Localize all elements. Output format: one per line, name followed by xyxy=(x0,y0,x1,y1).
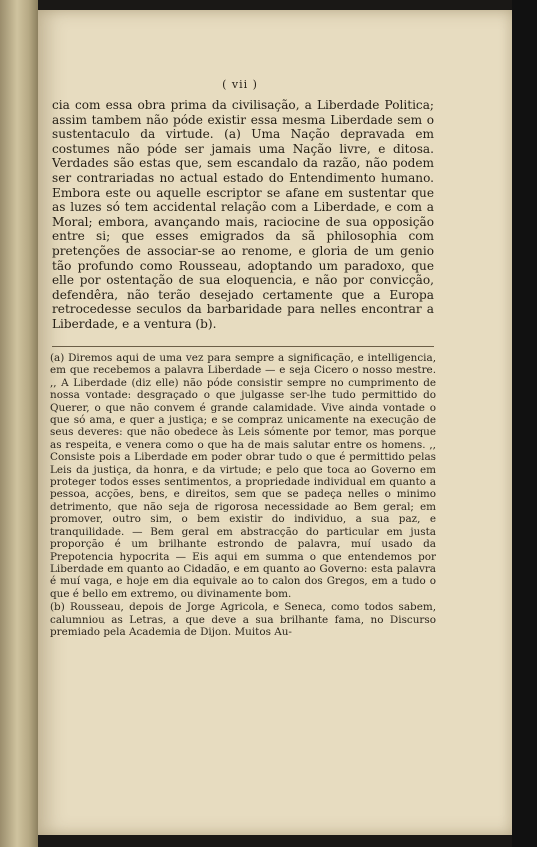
page-number: ( vii ) xyxy=(222,78,258,91)
footnote-b: (b) Rousseau, depois de Jorge Agricola, e Seneca, como todos sabem, calumniou as Letras, a que deve a sua brilhante fama, no Discurso premiado pela Academia de Dijon. Muitos Au- xyxy=(50,601,436,638)
footnote-divider xyxy=(52,346,434,347)
main-paragraph: cia com essa obra prima da civilisação, a Liberdade Politica; assim tambem não póde existir essa mesma Liberdade sem o sustentaculo da virtude. (a) Uma Nação depravada em costumes não póde ser jamais uma Nação livre, e ditosa. Verdades são estas que, sem escandalo da razão, não podem ser contrariadas no actual estado do Entendimento humano. Embora este ou aquelle escriptor se afane em sustentar que as luzes só tem accidental relação com a Liberdade, e com a Moral; embora, avançando mais, raciocine de sua opposição entre si; que esses emigrados da sã philosophia com pretenções de associar-se ao renome, e gloria de um genio tão profundo como Rousseau, adoptando um paradoxo, que elle por ostentação de sua eloquencia, e não por convicção, defendêra, não terão desejado certamente que a Europa retrocedesse seculos da barbaridade para nelles encontrar a Liberdade, e a ventura (b). xyxy=(52,98,434,331)
scan-edge xyxy=(512,0,537,847)
footnote-a: (a) Diremos aqui de uma vez para sempre a significação, e intelligencia, em que recebemos a palavra Liberdade — e seja Cicero o nosso mestre. ,, A Liberdade (diz elle) não póde consistir sempre no cumprimento de nossa vontade: desgraçado o que julgasse ser-lhe tudo permittido do Querer, o que não convem é grande calamidade. Vive ainda vontade o que só ama, e quer a justiça; e se compraz unicamente na execução de seus deveres: que não obedece às Leis sómente por temor, mas porque as respeita, e venera como o que ha de mais salutar entre os homens. ,, Consiste pois a Liberdade em poder obrar tudo o que é permittido pelas Leis da justiça, da honra, e da virtude; e pelo que toca ao Governo em proteger todos esses sentimentos, a propriedade individual em quanto a pessoa, acções, bens, e direitos, sem que se padeça nelles o minimo detrimento, que não seja de rigorosa necessidade ao Bem geral; em promover, outro sim, o bem existir do individuo, a sua paz, e tranquilidade. — Bem geral em abstracção do particular em justa proporção é um brilhante estrondo de palavra, muí usado da Prepotencia hypocrita — Eis aqui em summa o que entendemos por Liberdade em quanto ao Cidadão, e em quanto ao Governo: esta palavra é muí vaga, e hoje em dia equivale ao to calon dos Gregos, em a tudo o que é bello em extremo, ou divinamente bom. xyxy=(50,352,436,600)
book-binding xyxy=(0,0,38,847)
main-text-block xyxy=(52,98,434,332)
footnotes xyxy=(50,352,436,639)
